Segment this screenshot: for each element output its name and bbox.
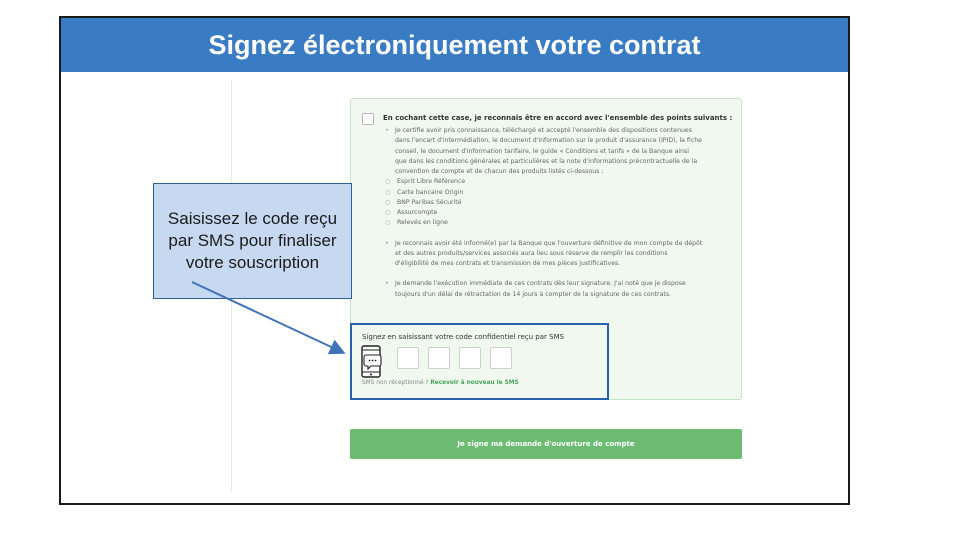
bullet-line: Je reconnais avoir été informé(e) par la Banque que l'ouverture définitive de mon compte de dépôt — [395, 239, 703, 247]
product-item: ○ Esprit Libre Référence — [385, 178, 466, 186]
bullet-line: Je certifie avoir pris connaissance, téléchargé et accepté l'ensemble des dispositions contenues — [395, 127, 692, 134]
sms-resend-line — [362, 380, 519, 386]
phone-sms-icon — [361, 345, 383, 378]
callout-box: Saisissez le code reçu par SMS pour finaliser votre souscription — [153, 183, 352, 299]
product-item: ○ Assurcompte — [385, 209, 438, 217]
sms-code-digit-1[interactable] — [397, 347, 419, 369]
sms-signature-box — [350, 323, 609, 400]
bullet-line: conseil, le document d'information tarifaire, le guide « Conditions et tarifs » de la Banque ainsi — [395, 147, 689, 155]
sms-signature-label: Signez en saisissant votre code confidentiel reçu par SMS — [362, 333, 565, 341]
bullet-dot: • — [385, 239, 389, 247]
sms-not-received-text: SMS non réceptionné ? — [362, 380, 429, 386]
product-item: ○ BNP Paribas Sécurité — [385, 198, 462, 206]
bullet-line: et des autres produits/services associés aura lieu sous réserve de remplir les conditions — [395, 249, 668, 257]
bullet-dot: • — [385, 280, 389, 288]
product-item: ○ Carte bancaire Origin — [385, 188, 464, 196]
slide-title: Signez électroniquement votre contrat — [61, 18, 848, 72]
bullet-line: Je demande l'exécution immédiate de ces contrats dès leur signature. J'ai noté que je dispose — [395, 280, 686, 288]
sms-code-digit-4[interactable] — [490, 347, 512, 369]
resend-sms-link[interactable]: Recevoir à nouveau le SMS — [430, 380, 519, 386]
product-item: ○ Relevés en ligne — [385, 219, 448, 227]
slide-frame — [59, 16, 850, 505]
bullet-line: toujours d'un délai de rétractation de 14 jours à compter de la signature de ces contrats. — [395, 290, 672, 298]
bullet-dot: • — [385, 127, 389, 134]
consent-bullet-1 — [383, 126, 733, 177]
consent-checkbox[interactable] — [362, 113, 374, 125]
bullet-line: dans l'encart d'intermédiation, le document d'information sur le produit d'assurance (IPID), la fiche — [395, 137, 702, 145]
consent-title: En cochant cette case, je reconnais être en accord avec l'ensemble des points suivants : — [383, 114, 733, 122]
sms-code-digit-3[interactable] — [459, 347, 481, 369]
sign-submit-button[interactable]: Je signe ma demande d'ouverture de compte — [350, 429, 742, 459]
sms-code-digit-2[interactable] — [428, 347, 450, 369]
consent-text — [383, 114, 733, 300]
consent-bullet-2 — [383, 239, 733, 270]
consent-bullet-3 — [383, 279, 733, 300]
bullet-line: que dans les conditions générales et particulières et la note d'informations précontractuelle de la — [395, 157, 698, 165]
bullet-line: convention de compte et de chacun des produits listés ci-dessous : — [395, 168, 604, 176]
bullet-line: d'éligibilité de mes contrats et transmission de mes pièces justificatives. — [395, 260, 621, 268]
